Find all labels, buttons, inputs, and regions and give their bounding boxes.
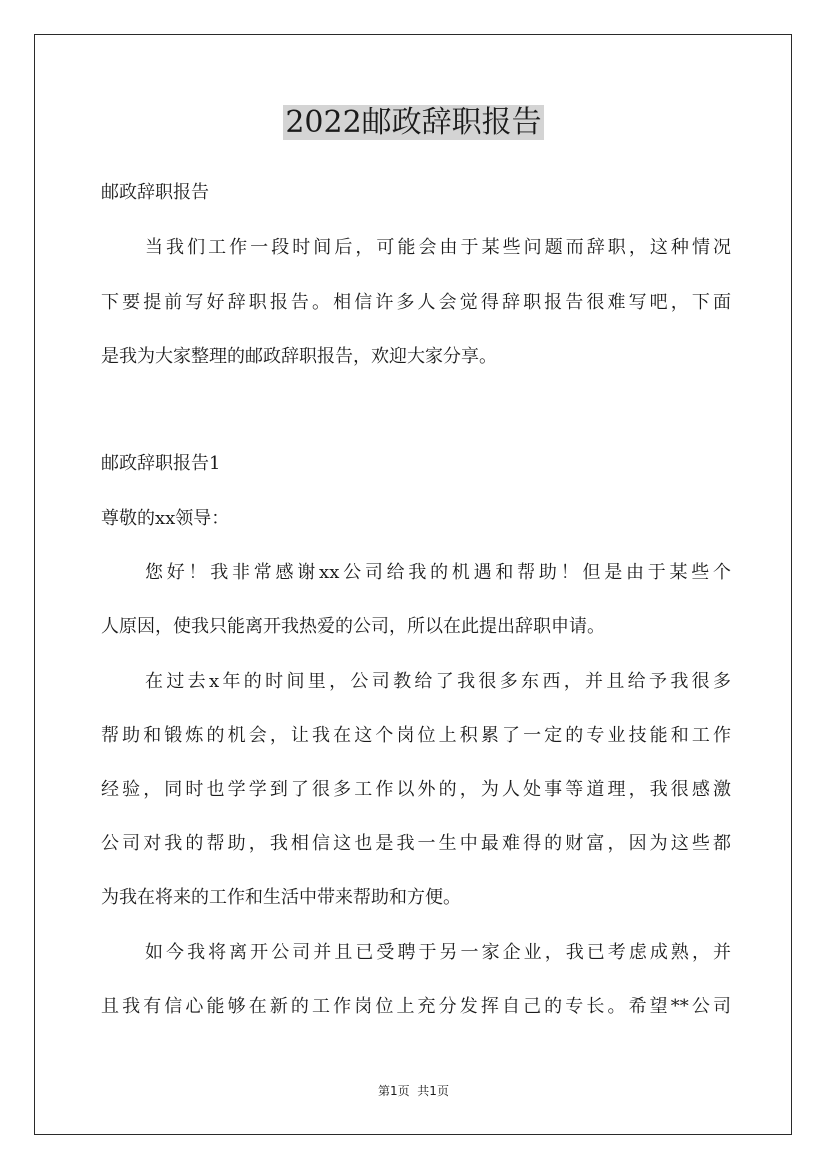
document-subtitle: 邮政辞职报告 (101, 182, 209, 203)
body-line-8: 如今我将离开公司并且已受聘于另一家企业，我已考虑成熟，并 (145, 942, 731, 963)
intro-line-1: 当我们工作一段时间后，可能会由于某些问题而辞职，这种情况 (145, 237, 731, 258)
intro-line-3: 是我为大家整理的邮政辞职报告，欢迎大家分享。 (101, 346, 497, 367)
page-number-footer: 第1页 共1页 (378, 1084, 449, 1098)
body-line-4: 帮助和锻炼的机会，让我在这个岗位上积累了一定的专业技能和工作 (101, 725, 731, 746)
body-line-2: 人原因，使我只能离开我热爱的公司，所以在此提出辞职申请。 (101, 616, 605, 637)
salutation: 尊敬的xx领导： (101, 508, 230, 529)
document-title-text: 2022邮政辞职报告 (285, 105, 542, 140)
body-line-3: 在过去x年的时间里，公司教给了我很多东西，并且给予我很多 (145, 671, 731, 692)
body-line-7: 为我在将来的工作和生活中带来帮助和方便。 (101, 887, 461, 908)
intro-line-2: 下要提前写好辞职报告。相信许多人会觉得辞职报告很难写吧，下面 (101, 292, 731, 313)
body-line-5: 经验，同时也学学到了很多工作以外的，为人处事等道理，我很感激 (101, 779, 731, 800)
body-line-9: 且我有信心能够在新的工作岗位上充分发挥自己的专长。希望**公司 (101, 996, 731, 1017)
body-line-1: 您好！我非常感谢xx公司给我的机遇和帮助！但是由于某些个 (145, 562, 731, 583)
document-title (0, 102, 827, 144)
body-line-6: 公司对我的帮助，我相信这也是我一生中最难得的财富，因为这些都 (101, 833, 731, 854)
section-heading: 邮政辞职报告1 (101, 453, 221, 474)
